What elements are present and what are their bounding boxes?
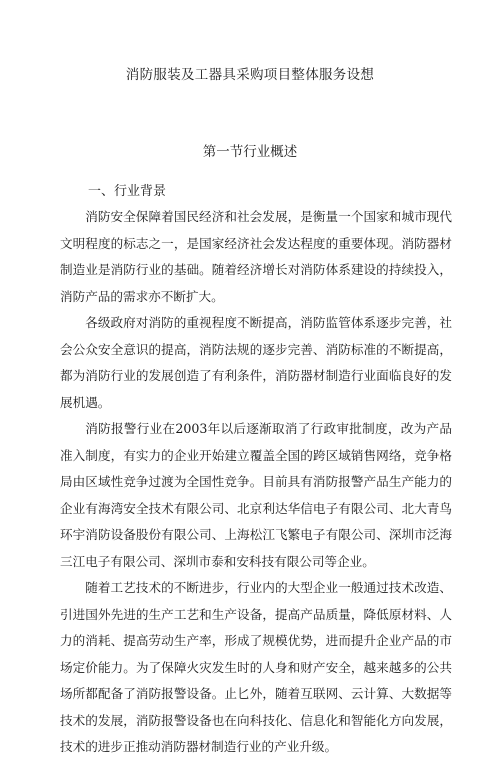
paragraph: 各级政府对消防的重视程度不断提高，消防监管体系逐步完善，社会公众安全意识的提高，消防法规的逐步完善、消防标准的不断提高，都为消防行业的发展创造了有利条件，消防器材制造行业面临良好的发展机遇。 — [60, 315, 452, 410]
document-title: 消防服装及工器具采购项目整体服务设想 — [125, 67, 375, 83]
paragraph: 消防安全保障着国民经济和社会发展，是衡量一个国家和城市现代文明程度的标志之一，是国家经济社会发达程度的重要体现。消防器材制造业是消防行业的基础。随着经济增长对消防体系建设的持续投入，消防产品的需求亦不断扩大。 — [60, 209, 452, 304]
body-text — [60, 204, 452, 761]
section-title: 第一节行业概述 — [202, 144, 298, 160]
subsection-heading: 一、行业背景 — [88, 184, 167, 199]
paragraph: 随着工艺技术的不断进步，行业内的大型企业一般通过技术改造、引进国外先进的生产工艺和生产设备，提高产品质量，降低原材料、人力的消耗、提高劳动生产率，形成了规模优势，进而提升企业产品的市场定价能力。为了保障火灾发生时的人身和财产安全，越来越多的公共场所都配备了消防报警设备。止匕外，随着互联网、云计算、大数据等技术的发展，消防报警设备也在向科技化、信息化和智能化方向发展，技术的进步正推动消防器材制造行业的产业升级。 — [60, 580, 452, 754]
paragraph: 消防报警行业在2003年以后逐渐取消了行政审批制度，改为产品准入制度，有实力的企业开始建立覆盖全国的跨区域销售网络，竞争格局由区域性竞争过渡为全国性竞争。目前具有消防报警产品生产能力的企业有海湾安全技术有限公司、北京利达华信电子有限公司、北大青鸟环宇消防设备股份有限公司、上海松江飞繁电子有限公司、深圳市泛海三江电子有限公司、深圳市泰和安科技有限公司等企业。 — [60, 421, 452, 569]
